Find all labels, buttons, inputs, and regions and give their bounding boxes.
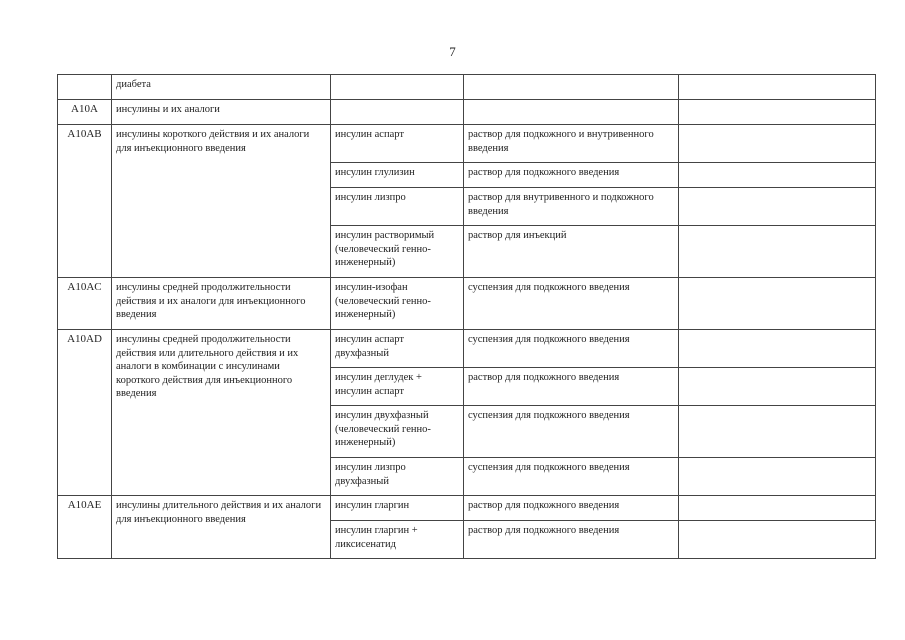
dosage-form-cell: раствор для подкожного введения [464, 496, 679, 521]
table-row [58, 496, 876, 521]
extra-cell [679, 100, 876, 125]
dosage-form-cell: суспензия для подкожного введения [464, 278, 679, 330]
atc-code-cell: A10AB [58, 125, 112, 278]
substance-cell: инсулин глулизин [331, 163, 464, 188]
extra-cell [679, 368, 876, 406]
group-cell: инсулины длительного действия и их аналоги для инъекционного введения [112, 496, 331, 559]
table-row [58, 100, 876, 125]
extra-cell [679, 125, 876, 163]
atc-code-cell: A10AD [58, 330, 112, 496]
page-number: 7 [449, 44, 456, 59]
dosage-form-cell [464, 100, 679, 125]
dosage-form-cell: суспензия для подкожного введения [464, 458, 679, 496]
substance-cell: инсулин гларгин + ликсисенатид [331, 521, 464, 559]
substance-cell: инсулин растворимый (человеческий генно-инженерный) [331, 226, 464, 278]
atc-code-cell [58, 75, 112, 100]
dosage-form-cell: раствор для подкожного введения [464, 163, 679, 188]
table-row [58, 125, 876, 163]
extra-cell [679, 458, 876, 496]
substance-cell [331, 75, 464, 100]
group-cell: инсулины средней продолжительности действия или длительного действия и их аналоги в комбинации с инсулинами короткого действия для инъекционного введения [112, 330, 331, 496]
substance-cell: инсулин лизпро [331, 188, 464, 226]
group-cell: инсулины короткого действия и их аналоги для инъекционного введения [112, 125, 331, 278]
table-row [58, 278, 876, 330]
dosage-form-cell: раствор для подкожного введения [464, 521, 679, 559]
substance-cell: инсулин деглудек + инсулин аспарт [331, 368, 464, 406]
substance-cell [331, 100, 464, 125]
substance-cell: инсулин гларгин [331, 496, 464, 521]
table-row [58, 330, 876, 368]
group-cell: инсулины средней продолжительности действия и их аналоги для инъекционного введения [112, 278, 331, 330]
dosage-form-cell: раствор для подкожного и внутривенного введения [464, 125, 679, 163]
extra-cell [679, 188, 876, 226]
dosage-form-cell: раствор для инъекций [464, 226, 679, 278]
group-cell: диабета [112, 75, 331, 100]
extra-cell [679, 406, 876, 458]
group-cell: инсулины и их аналоги [112, 100, 331, 125]
substance-cell: инсулин аспарт двухфазный [331, 330, 464, 368]
dosage-form-cell: раствор для внутривенного и подкожного введения [464, 188, 679, 226]
dosage-form-cell: суспензия для подкожного введения [464, 330, 679, 368]
extra-cell [679, 521, 876, 559]
dosage-form-cell: суспензия для подкожного введения [464, 406, 679, 458]
dosage-form-cell [464, 75, 679, 100]
substance-cell: инсулин аспарт [331, 125, 464, 163]
extra-cell [679, 278, 876, 330]
extra-cell [679, 226, 876, 278]
substance-cell: инсулин двухфазный (человеческий генно-инженерный) [331, 406, 464, 458]
table-row [58, 75, 876, 100]
atc-code-cell: A10A [58, 100, 112, 125]
extra-cell [679, 163, 876, 188]
atc-code-cell: A10AE [58, 496, 112, 559]
extra-cell [679, 75, 876, 100]
substance-cell: инсулин-изофан (человеческий генно-инженерный) [331, 278, 464, 330]
atc-code-cell: A10AC [58, 278, 112, 330]
dosage-form-cell: раствор для подкожного введения [464, 368, 679, 406]
drug-table [57, 74, 876, 559]
substance-cell: инсулин лизпро двухфазный [331, 458, 464, 496]
extra-cell [679, 496, 876, 521]
extra-cell [679, 330, 876, 368]
